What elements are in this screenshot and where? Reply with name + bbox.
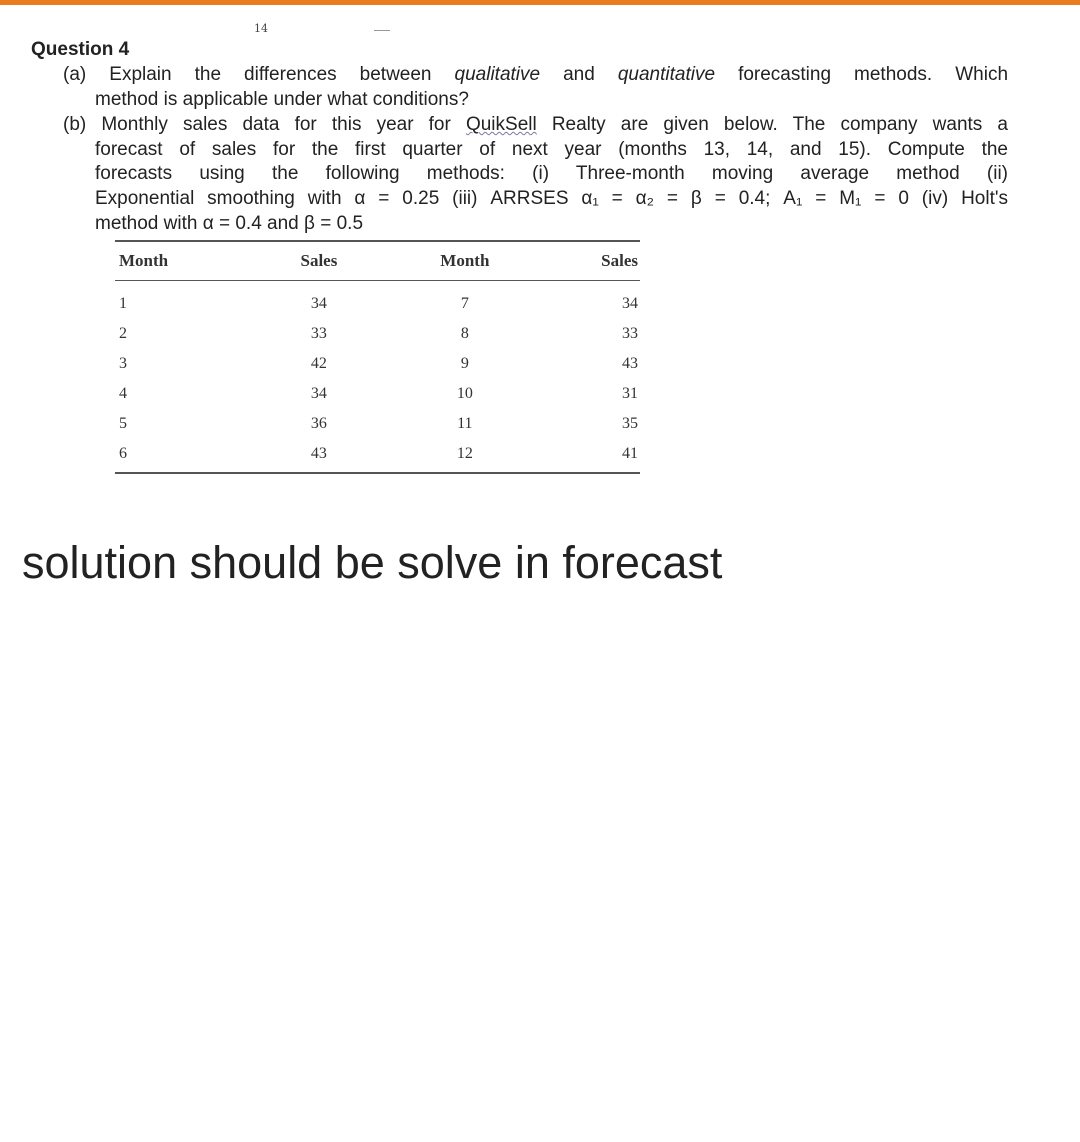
cell-month: 11 [457,415,473,432]
cell-sales: 31 [622,385,638,402]
cell-month: 3 [119,355,127,372]
question-part-b [63,113,1008,237]
header-sales-1: Sales [247,241,390,281]
cell-month: 5 [119,415,127,432]
part-a-line-2: method is applicable under what conditions? [95,88,469,110]
cell-sales: 41 [539,439,640,473]
question-title: Question 4 [31,39,130,60]
cell-month: 4 [119,385,127,402]
table-row [115,289,640,319]
cell-month: 2 [119,325,127,342]
cell-sales: 35 [622,415,638,432]
cell-month: 12 [391,439,540,473]
part-a-line-1 [63,63,1008,88]
sales-table [115,240,640,474]
cell-sales: 34 [310,295,327,312]
part-a-text-mid: and [540,64,618,85]
cell-month: 10 [456,385,473,402]
cell-sales: 36 [310,415,327,432]
part-a-label: (a) [63,64,87,85]
header-dash [374,30,390,31]
table-row [115,379,640,409]
company-name: QuikSell [465,114,537,135]
part-b-text-end: Realty are given below. The company wants a [536,114,1008,135]
part-b-line-4: Exponential smoothing with α = 0.25 (iii) ARRSES α₁ = α₂ = β = 0.4; A₁ = M₁ = 0 (iv) Holt's [95,188,1008,210]
cell-sales: 43 [622,355,638,372]
part-b-line-1 [63,113,1008,138]
cell-month: 6 [115,439,247,473]
part-b-text: Monthly sales data for this year for [101,114,466,135]
header-month-2: Month [391,241,540,281]
header-month-1: Month [115,241,247,281]
cell-month: 1 [119,295,127,312]
page-number: 14 [254,22,268,35]
cell-sales: 43 [247,439,390,473]
part-a-text: Explain the differences between [109,64,455,85]
cell-sales: 42 [310,355,327,372]
header-sales-2: Sales [539,241,640,281]
cell-sales: 33 [622,325,638,342]
table-row [115,409,640,439]
cell-month: 8 [460,325,469,342]
table-row [115,349,640,379]
part-a-text-end: forecasting methods. Which [715,64,1009,85]
table-header-row [115,241,640,281]
question-part-a [63,63,1008,112]
table-row [115,439,640,473]
top-accent-bar [0,0,1080,5]
table-row [115,319,640,349]
part-b-line-5: method with α = 0.4 and β = 0.5 [95,212,364,234]
part-b-label: (b) [63,114,87,135]
term-quantitative: quantitative [617,64,716,85]
cell-sales: 34 [310,385,327,402]
part-b-line-2: forecast of sales for the first quarter of next year (months 13, 14, and 15). Compute the [95,138,1008,160]
term-qualitative: qualitative [454,64,541,85]
cell-sales: 33 [310,325,327,342]
cell-sales: 34 [622,295,638,312]
cell-month: 7 [460,295,469,312]
part-b-line-3: forecasts using the following methods: (i) Three-month moving average method (ii) [95,163,1008,185]
cell-month: 9 [460,355,469,372]
table-spacer [115,281,640,290]
solution-note: solution should be solve in forecast [22,537,723,588]
